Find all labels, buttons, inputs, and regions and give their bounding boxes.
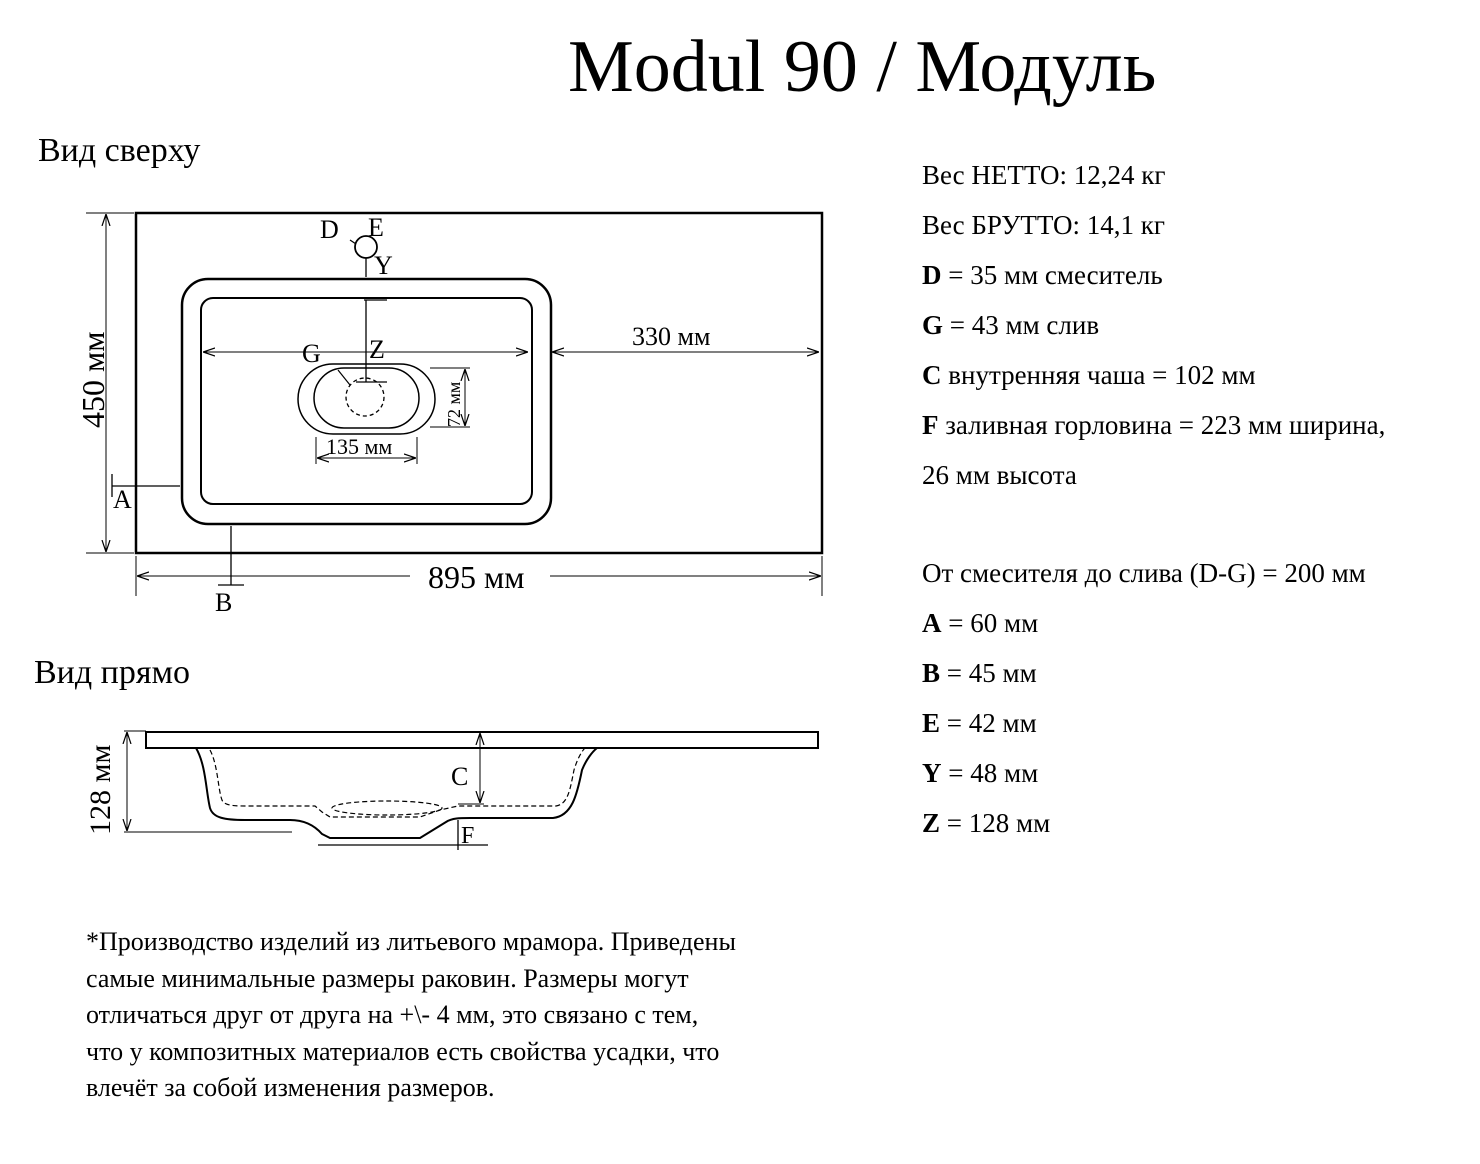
spec-e-value: = 42 мм — [940, 708, 1037, 738]
dim-895-label: 895 мм — [428, 559, 525, 595]
spec-c — [922, 350, 1385, 400]
spec-b-key: B — [922, 658, 941, 688]
spec-a — [922, 598, 1385, 648]
bowl-outer-profile — [196, 748, 597, 838]
label-a: A — [113, 485, 132, 514]
spec-f — [922, 400, 1385, 450]
footnote-line: *Производство изделий из литьевого мрамора. Приведены — [86, 927, 736, 956]
spec-c-key: C — [922, 360, 942, 390]
top-view — [75, 213, 822, 617]
top-view-title: Вид сверху — [38, 132, 201, 169]
spec-z-value: = 128 мм — [940, 808, 1051, 838]
spec-d-key: D — [922, 260, 942, 290]
label-y: Y — [374, 251, 393, 280]
footnote-line: влечёт за собой изменения размеров. — [86, 1073, 495, 1103]
specs-list — [922, 150, 1385, 848]
spec-dg-distance: От смесителя до слива (D-G) = 200 мм — [922, 558, 1366, 588]
drain-hole — [346, 378, 384, 416]
spec-y-value: = 48 мм — [941, 758, 1039, 788]
spec-d — [922, 250, 1385, 300]
spec-g-key: G — [922, 310, 944, 340]
spec-f-height: 26 мм высота — [922, 460, 1077, 490]
spec-b-value: = 45 мм — [940, 658, 1037, 688]
footnote — [86, 924, 876, 1107]
footnote-line: отличаться друг от друга на +\- 4 мм, это связано с тем, — [86, 1000, 699, 1030]
spec-f-key: F — [922, 410, 939, 440]
page-title: Modul 90 / Модуль — [568, 26, 1157, 108]
footnote-line: самые минимальные размеры раковин. Размеры могут — [86, 963, 689, 993]
label-z: Z — [369, 335, 385, 364]
label-d: D — [320, 215, 339, 244]
spec-net-weight: Вес НЕТТО: 12,24 кг — [922, 160, 1166, 190]
spec-a-key: A — [922, 608, 942, 638]
spec-gross-weight: Вес БРУТТО: 14,1 кг — [922, 210, 1165, 240]
dim-135-label: 135 мм — [326, 434, 393, 459]
label-g: G — [302, 339, 321, 368]
spec-e-key: E — [922, 708, 941, 738]
dim-450-label: 450 мм — [75, 331, 111, 428]
spec-a-value: = 60 мм — [941, 608, 1039, 638]
spec-y — [922, 748, 1385, 798]
label-e: E — [368, 213, 384, 242]
label-f: F — [461, 823, 475, 849]
countertop-outline — [136, 213, 822, 553]
footnote-line: что у композитных материалов есть свойства усадки, что — [86, 1036, 720, 1066]
spec-g-value: = 43 мм слив — [943, 310, 1100, 340]
front-view — [84, 731, 818, 850]
dim-330-label: 330 мм — [632, 322, 711, 351]
spec-b — [922, 648, 1385, 698]
label-b: B — [215, 588, 233, 617]
spec-e — [922, 698, 1385, 748]
spec-d-value: = 35 мм смеситель — [941, 260, 1163, 290]
countertop-profile — [146, 732, 818, 748]
front-view-title: Вид прямо — [34, 654, 191, 691]
spec-y-key: Y — [922, 758, 942, 788]
dim-72-label: 72 мм — [444, 381, 464, 427]
spec-f-value: заливная горловина = 223 мм ширина, — [938, 410, 1386, 440]
drain-ellipse — [332, 801, 442, 815]
spec-z-key: Z — [922, 808, 941, 838]
spec-g — [922, 300, 1385, 350]
dim-128-label: 128 мм — [84, 744, 117, 835]
label-c: C — [451, 762, 469, 791]
bowl-inner-profile — [210, 748, 585, 817]
spec-c-value: внутренняя чаша = 102 мм — [941, 360, 1256, 390]
spec-z — [922, 798, 1385, 848]
